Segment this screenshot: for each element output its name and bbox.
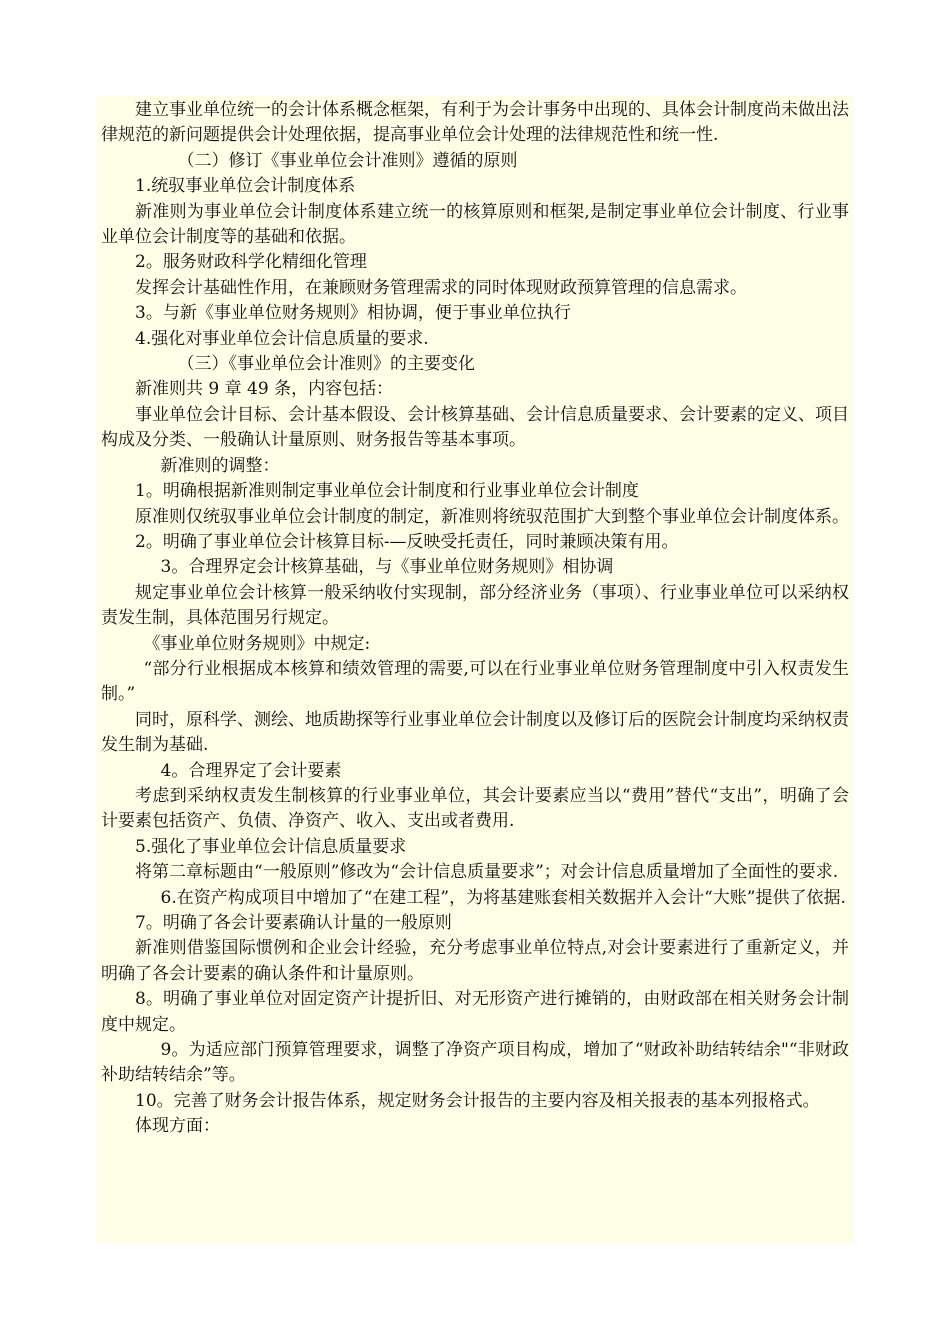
list-item-heading: 9。为适应部门预算管理要求，调整了净资产项目构成，增加了“财政补助结转结余"“非财政补助结转结余”等。 — [101, 1040, 849, 1086]
section-heading-2: （二）修订《事业单位会计准则》遵循的原则 — [177, 150, 518, 171]
document-body — [97, 96, 853, 1243]
list-item-heading: 8。明确了事业单位对固定资产计提折旧、对无形资产进行摊销的，由财政部在相关财务会计制度中规定。 — [101, 989, 849, 1035]
list-item-heading: 1。明确根据新准则制定事业单位会计制度和行业事业单位会计制度 — [135, 481, 639, 502]
list-item-heading: 6.在资产构成项目中增加了“在建工程”，为将基建账套相关数据并入会计“大账”提供了依据. — [160, 887, 846, 908]
paragraph-17: 规定事业单位会计核算一般采纳收付实现制，部分经济业务（事项）、行业事业单位可以采纳权责发生制，具体范围另行规定。 — [101, 582, 849, 629]
list-item-heading: 10。完善了财务会计报告体系，规定财务会计报告的主要内容及相关报表的基本列报格式。 — [135, 1090, 820, 1111]
paragraph-20: 同时，原科学、测绘、地质勘探等行业事业单位会计制度以及修订后的医院会计制度均采纳权责发生制为基础. — [101, 709, 849, 756]
paragraph-10: 新准则共 9 章 49 条，内容包括： — [135, 379, 394, 400]
paragraph-11: 事业单位会计目标、会计基本假设、会计核算基础、会计信息质量要求、会计要素的定义、项目构成及分类、一般确认计量原则、财务报告等基本事项。 — [101, 404, 849, 451]
list-item-heading: 3。合理界定会计核算基础，与《事业单位财务规则》相协调 — [160, 557, 614, 578]
paragraph-4: 新准则为事业单位会计制度体系建立统一的核算原则和框架,是制定事业单位会计制度、行业事业单位会计制度等的基础和依据。 — [101, 201, 849, 248]
subheading-adjustments: 新准则的调整： — [160, 455, 280, 476]
paragraph-24: 将第二章标题由“一般原则”修改为“会计信息质量要求”；对会计信息质量增加了全面性的要求. — [135, 862, 839, 883]
section-heading-3: （三）《事业单位会计准则》的主要变化 — [177, 354, 475, 375]
paragraph-18: 《事业单位财务规则》中规定: — [143, 633, 371, 654]
list-item-heading: 1.统驭事业单位会计制度体系 — [135, 176, 356, 197]
list-item-heading: 4.强化对事业单位会计信息质量的要求. — [135, 328, 429, 349]
paragraph-1: 建立事业单位统一的会计体系概念框架，有利于为会计事务中出现的、具体会计制度尚未做出法律规范的新问题提供会计处理依据，提高事业单位会计处理的法律规范性和统一性. — [101, 100, 849, 146]
paragraph-31: 体现方面： — [135, 1116, 220, 1137]
list-item-heading: 2。明确了事业单位会计核算目标-—反映受托责任，同时兼顾决策有用。 — [135, 531, 679, 552]
list-item-heading: 4。合理界定了会计要素 — [160, 760, 342, 781]
list-item-heading: 5.强化了事业单位会计信息质量要求 — [135, 836, 407, 857]
quote-paragraph: “部分行业根据成本核算和绩效管理的需要,可以在行业事业单位财务管理制度中引入权责发生制。” — [101, 658, 849, 705]
list-item-heading: 7。明确了各会计要素确认计量的一般原则 — [135, 913, 452, 933]
list-item-heading: 2。服务财政科学化精细化管理 — [135, 252, 367, 273]
paragraph-14: 原准则仅统驭事业单位会计制度的制定，新准则将统驭范围扩大到整个事业单位会计制度体系。 — [135, 506, 849, 527]
paragraph-27: 新准则借鉴国际惯例和企业会计经验，充分考虑事业单位特点,对会计要素进行了重新定义，并明确了各会计要素的确认条件和计量原则。 — [101, 938, 849, 984]
list-item-heading: 3。与新《事业单位财务规则》相协调，便于事业单位执行 — [135, 303, 571, 324]
paragraph-6: 发挥会计基础性作用，在兼顾财务管理需求的同时体现财政预算管理的信息需求。 — [135, 277, 747, 298]
paragraph-22: 考虑到采纳权责发生制核算的行业事业单位，其会计要素应当以“费用”替代“支出”，明确了会计要素包括资产、负债、净资产、收入、支出或者费用. — [101, 785, 849, 832]
